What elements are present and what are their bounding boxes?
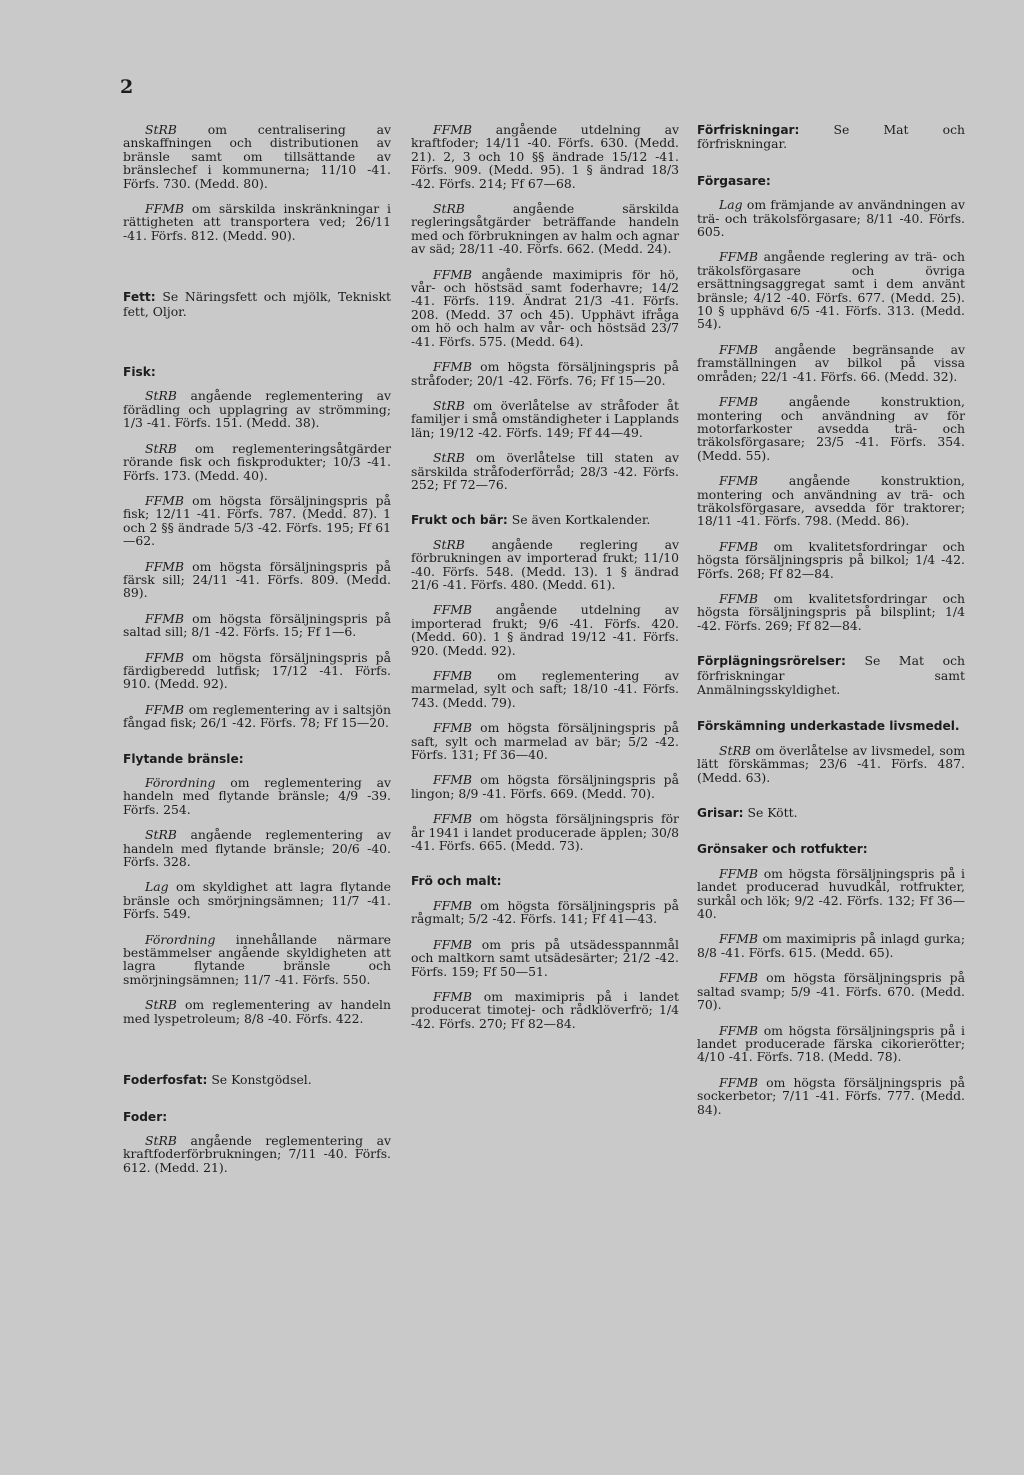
entry-text: angående reglering av trä- och träkolsförgasare och övriga ersättningsaggregat samt i dem använt bränsle; 4/12 -40. Förfs. 677. (Medd. 25). 10 § upphävd 6/5 -41. Förfs. 313. (Medd. 54). [697,249,965,332]
index-entry [123,776,391,816]
entry-text: angående utdelning av importerad frukt; 9/6 -41. Förfs. 420. (Medd. 60). 1 § ändrad 19/12 -41. Förfs. 920. (Medd. 92). [411,602,679,658]
index-entry [697,932,965,959]
section-heading [697,174,965,188]
entry-authority: FFMB [719,590,758,606]
entry-text: om pris på utsädesspannmål och maltkorn samt utsädesärter; 21/2 -42. Förfs. 159; Ff 50—51. [411,936,679,979]
entry-text: om högsta försäljningspris på saltad sill; 8/1 -42. Förfs. 15; Ff 1—6. [123,610,391,640]
entry-authority: FFMB [719,341,758,357]
section-heading [123,752,391,766]
entry-authority: FFMB [433,668,472,683]
entry-authority: FFMB [433,772,472,788]
index-entry [697,395,965,462]
entry-authority: StRB [145,440,177,456]
entry-authority: FFMB [433,359,472,375]
index-entry [123,612,391,639]
heading-label: Förfriskningar: [697,123,800,137]
entry-text: om högsta försäljningspris på färdigberedd lutfisk; 17/12 -41. Förfs. 910. (Medd. 92). [123,649,391,692]
entry-text: om särskilda inskränkningar i rättigheten att transportera ved; 26/11 -41. Förfs. 812. (Medd. 90). [123,201,391,243]
index-entry [697,198,965,238]
entry-authority: StRB [433,397,465,413]
entry-text: om främjande av användningen av trä- och träkolsförgasare; 8/11 -40. Förfs. 605. [697,197,965,240]
entry-authority: StRB [719,742,751,758]
entry-text: angående utdelning av kraftfoder; 14/11 -40. Förfs. 630. (Medd. 21). 2, 3 och 10 §§ ändrade 15/12 -41. Förfs. 909. (Medd. 95). 1 § ändrad 18/3 -42. Förfs. 214; Ff 67—68. [411,122,679,191]
heading-label: Grisar: [697,806,744,821]
entry-authority: FFMB [433,266,472,282]
entry-text: om reglementering av marmelad, sylt och saft; 18/10 -41. Förfs. 743. (Medd. 79). [411,668,679,710]
heading-label: Foderfosfat: [123,1073,208,1088]
index-entry [123,1134,391,1174]
index-entry [411,669,679,709]
page-number: 2 [120,76,134,98]
index-entry [123,703,391,730]
entry-text: om reglementering av handeln med lyspetroleum; 8/8 -40. Förfs. 422. [123,997,391,1026]
entry-text: om högsta försäljningspris för år 1941 i landet producerade äpplen; 30/8 -41. Förfs. 665. (Medd. 73). [411,811,679,854]
index-entry [123,933,391,987]
entry-text: om högsta försäljningspris på i landet producerad huvudkål, rotfrukter, surkål och lök; 9/2 -42. Förfs. 132; Ff 36—40. [697,865,965,922]
entry-text: om högsta försäljningspris på sockerbetor; 7/11 -41. Förfs. 777. (Medd. 84). [697,1074,965,1117]
entry-authority: FFMB [145,610,184,626]
entry-text: angående begränsande av framställningen av bilkol på vissa områden; 22/1 -41. Förfs. 66. (Medd. 32). [697,341,965,384]
index-entry [697,540,965,580]
heading-reference: Se Kött. [743,805,798,821]
entry-authority: StRB [145,122,177,137]
entry-text: om högsta försäljningspris på saft, sylt och marmelad av bär; 5/2 -42. Förfs. 131; Ff 36—40. [411,720,679,763]
entry-authority: FFMB [719,394,758,410]
entry-text: om reglementering av i saltsjön fångad fisk; 26/1 -42. Förfs. 78; Ff 15—20. [123,701,391,731]
column-1 [123,123,391,1186]
index-entry [411,603,679,657]
entry-text: innehållande närmare bestämmelser angående skyldigheten att lagra flytande bränsle och smörjningsämnen; 11/7 -41. Förfs. 550. [123,931,391,987]
section-heading [123,1110,391,1124]
index-entry [411,451,679,491]
entry-authority: FFMB [719,249,758,265]
section-heading [697,654,965,697]
index-entry [123,442,391,482]
section-heading [697,842,965,856]
entry-authority: FFMB [719,970,758,986]
entry-text: angående konstruktion, montering och användning av trä- och träkolsförgasare, avsedda för traktorer; 18/11 -41. Förfs. 798. (Medd. 86). [697,473,965,529]
index-entry [411,538,679,592]
heading-reference: Se Mat och förfriskningar. [697,122,965,152]
entry-text: om maximipris på i landet producerat timotej- och rådklöverfrö; 1/4 -42. Förfs. 270; Ff 82—84. [411,988,679,1031]
heading-reference: Se Näringsfett och mjölk, Tekniskt fett, Oljor. [123,289,391,319]
entry-authority: StRB [145,1132,177,1148]
section-heading [697,123,965,152]
heading-label: Förgasare: [697,173,771,188]
entry-text: om högsta försäljningspris på saltad svamp; 5/9 -41. Förfs. 670. (Medd. 70). [697,970,965,1013]
entry-authority: FFMB [719,538,758,554]
entry-text: om kvalitetsfordringar och högsta försäljningspris på bilsplint; 1/4 -42. Förfs. 269; Ff 82—84. [697,590,965,633]
entry-authority: FFMB [145,558,184,574]
index-entry [697,744,965,784]
index-entry [411,360,679,387]
index-entry [123,651,391,691]
heading-label: Fisk: [123,365,156,380]
entry-text: om överlåtelse av stråfoder åt familjer i små omständigheter i Lapplands län; 19/12 -42. Förfs. 149; Ff 44—49. [411,397,679,440]
entry-text: om högsta försäljningspris på rågmalt; 5/2 -42. Förfs. 141; Ff 41—43. [411,897,679,927]
entry-text: angående maximipris för hö, vår- och höstsäd samt foderhavre; 14/2 -41. Förfs. 119. Ändrat 21/3 -41. Förfs. 208. (Medd. 37 och 45). Upphävt ifråga om hö och halm av vår- och höstsäd 23/7 -41. Förfs. 575. (Medd. 64). [411,266,679,349]
entry-authority: Lag [719,197,743,213]
heading-label: Foder: [123,1109,168,1124]
entry-authority: FFMB [145,492,184,508]
entry-text: om skyldighet att lagra flytande bränsle och smörjningsämnen; 11/7 -41. Förfs. 549. [123,879,391,922]
entry-authority: FFMB [433,720,472,736]
index-entry [411,773,679,800]
index-entry [697,343,965,383]
entry-text: angående reglementering av förädling och upplagring av strömming; 1/3 -41. Förfs. 151. (Medd. 38). [123,388,391,431]
entry-authority: StRB [145,827,177,843]
section-heading [411,874,679,888]
index-entry [123,202,391,242]
section-heading [123,1073,391,1087]
entry-authority: FFMB [433,936,472,952]
heading-label: Förplägningsrörelser: [697,654,846,669]
entry-authority: StRB [145,997,177,1013]
index-entry [411,899,679,926]
entry-authority: Förordning [145,775,216,790]
entry-authority: Lag [145,879,169,895]
index-entry [697,592,965,632]
heading-label: Grönsaker och rotfukter: [697,842,868,857]
entry-text: om högsta försäljningspris på fisk; 12/11 -41. Förfs. 787. (Medd. 87). 1 och 2 §§ ändrade 5/3 -42. Förfs. 195; Ff 61—62. [123,492,391,549]
entry-text: om högsta försäljningspris på färsk sill; 24/11 -41. Förfs. 809. (Medd. 89). [123,558,391,601]
index-entry [123,494,391,548]
entry-text: om maximipris på inlagd gurka; 8/8 -41. Förfs. 615. (Medd. 65). [697,931,965,960]
column-3 [697,123,965,1128]
index-entry [697,1076,965,1116]
index-entry [411,399,679,439]
entry-authority: FFMB [719,931,758,947]
entry-authority: FFMB [433,897,472,913]
entry-text: om högsta försäljningspris på lingon; 8/9 -41. Förfs. 669. (Medd. 70). [411,772,679,801]
index-entry [697,250,965,330]
entry-text: om överlåtelse till staten av särskilda stråfoderförråd; 28/3 -42. Förfs. 252; Ff 72—76. [411,450,679,492]
section-heading [697,719,965,733]
entry-authority: FFMB [719,473,758,489]
index-entry [697,474,965,528]
entry-authority: FFMB [719,865,758,881]
section-heading [411,513,679,527]
entry-text: om högsta försäljningspris på i landet producerade färska cikorierötter; 4/10 -41. Förfs. 718. (Medd. 78). [697,1022,965,1065]
entry-authority: StRB [145,388,177,404]
index-entry [123,998,391,1025]
heading-label: Frukt och bär: [411,513,508,528]
entry-authority: FFMB [433,988,472,1004]
entry-text: om högsta försäljningspris på stråfoder; 20/1 -42. Förfs. 76; Ff 15—20. [411,359,679,388]
entry-authority: FFMB [145,701,184,717]
heading-label: Förskämning underkastade livsmedel. [697,719,960,734]
column-2 [411,123,679,1042]
entry-text: om överlåtelse av livsmedel, som lätt förskämmas; 23/6 -41. Förfs. 487. (Medd. 63). [697,742,965,785]
section-heading [123,365,391,379]
entry-authority: Förordning [145,931,216,947]
entry-text: om kvalitetsfordringar och högsta försäljningspris på bilkol; 1/4 -42. Förfs. 268; Ff 82—84. [697,538,965,581]
entry-authority: FFMB [719,1074,758,1090]
index-entry [123,560,391,600]
index-entry [411,721,679,761]
entry-authority: FFMB [433,602,472,618]
index-entry [411,938,679,978]
index-entry [411,123,679,190]
entry-text: angående reglementering av kraftfoderförbrukningen; 7/11 -40. Förfs. 612. (Medd. 21). [123,1132,391,1175]
heading-reference: Se även Kortkalender. [507,512,651,528]
index-entry [697,971,965,1011]
index-entry [697,867,965,921]
index-entry [123,389,391,429]
index-entry [123,828,391,868]
heading-reference: Se Konstgödsel. [207,1072,312,1088]
index-entry [411,202,679,256]
entry-authority: StRB [433,201,465,217]
heading-label: Fett: [123,290,156,305]
entry-text: angående särskilda regleringsåtgärder beträffande handeln med och förbrukningen av halm och agnar av säd; 28/11 -40. Förfs. 662. (Medd. 24). [411,201,679,257]
entry-authority: FFMB [433,122,472,137]
heading-label: Frö och malt: [411,874,502,889]
entry-text: om centralisering av anskaffningen och distributionen av bränsle samt om tillsättande av bränslechef i kommunerna; 11/10 -41. Förfs. 730. (Medd. 80). [123,122,391,191]
heading-label: Flytande bränsle: [123,751,244,766]
index-entry [411,812,679,852]
entry-authority: FFMB [719,1022,758,1038]
spacer [123,254,391,268]
entry-text: angående reglering av förbrukningen av importerad frukt; 11/10 -40. Förfs. 548. (Medd. 13). 1 § ändrad 21/6 -41. Förfs. 480. (Medd. 61). [411,536,679,592]
index-entry [123,880,391,920]
entry-authority: FFMB [145,649,184,665]
entry-authority: StRB [433,450,465,466]
heading-reference: Se Mat och förfriskningar samt Anmälningsskyldighet. [697,653,965,697]
section-heading [123,290,391,319]
index-entry [697,1024,965,1064]
index-entry [411,990,679,1030]
entry-text: om reglementering av handeln med flytande bränsle; 4/9 -39. Förfs. 254. [123,775,391,817]
entry-text: om reglementeringsåtgärder rörande fisk och fiskprodukter; 10/3 -41. Förfs. 173. (Medd. 40). [123,440,391,483]
spacer [123,329,391,343]
entry-text: angående reglementering av handeln med flytande bränsle; 20/6 -40. Förfs. 328. [123,827,391,870]
entry-text: angående konstruktion, montering och användning av för motorfarkoster avsedda trä- och träkolsförgasare; 23/5 -41. Förfs. 354. (Medd. 55). [697,394,965,463]
entry-authority: StRB [433,536,465,552]
spacer [123,1037,391,1051]
entry-authority: FFMB [145,201,184,217]
index-entry [411,268,679,348]
entry-authority: FFMB [433,811,472,827]
index-entry [123,123,391,190]
section-heading [697,806,965,820]
